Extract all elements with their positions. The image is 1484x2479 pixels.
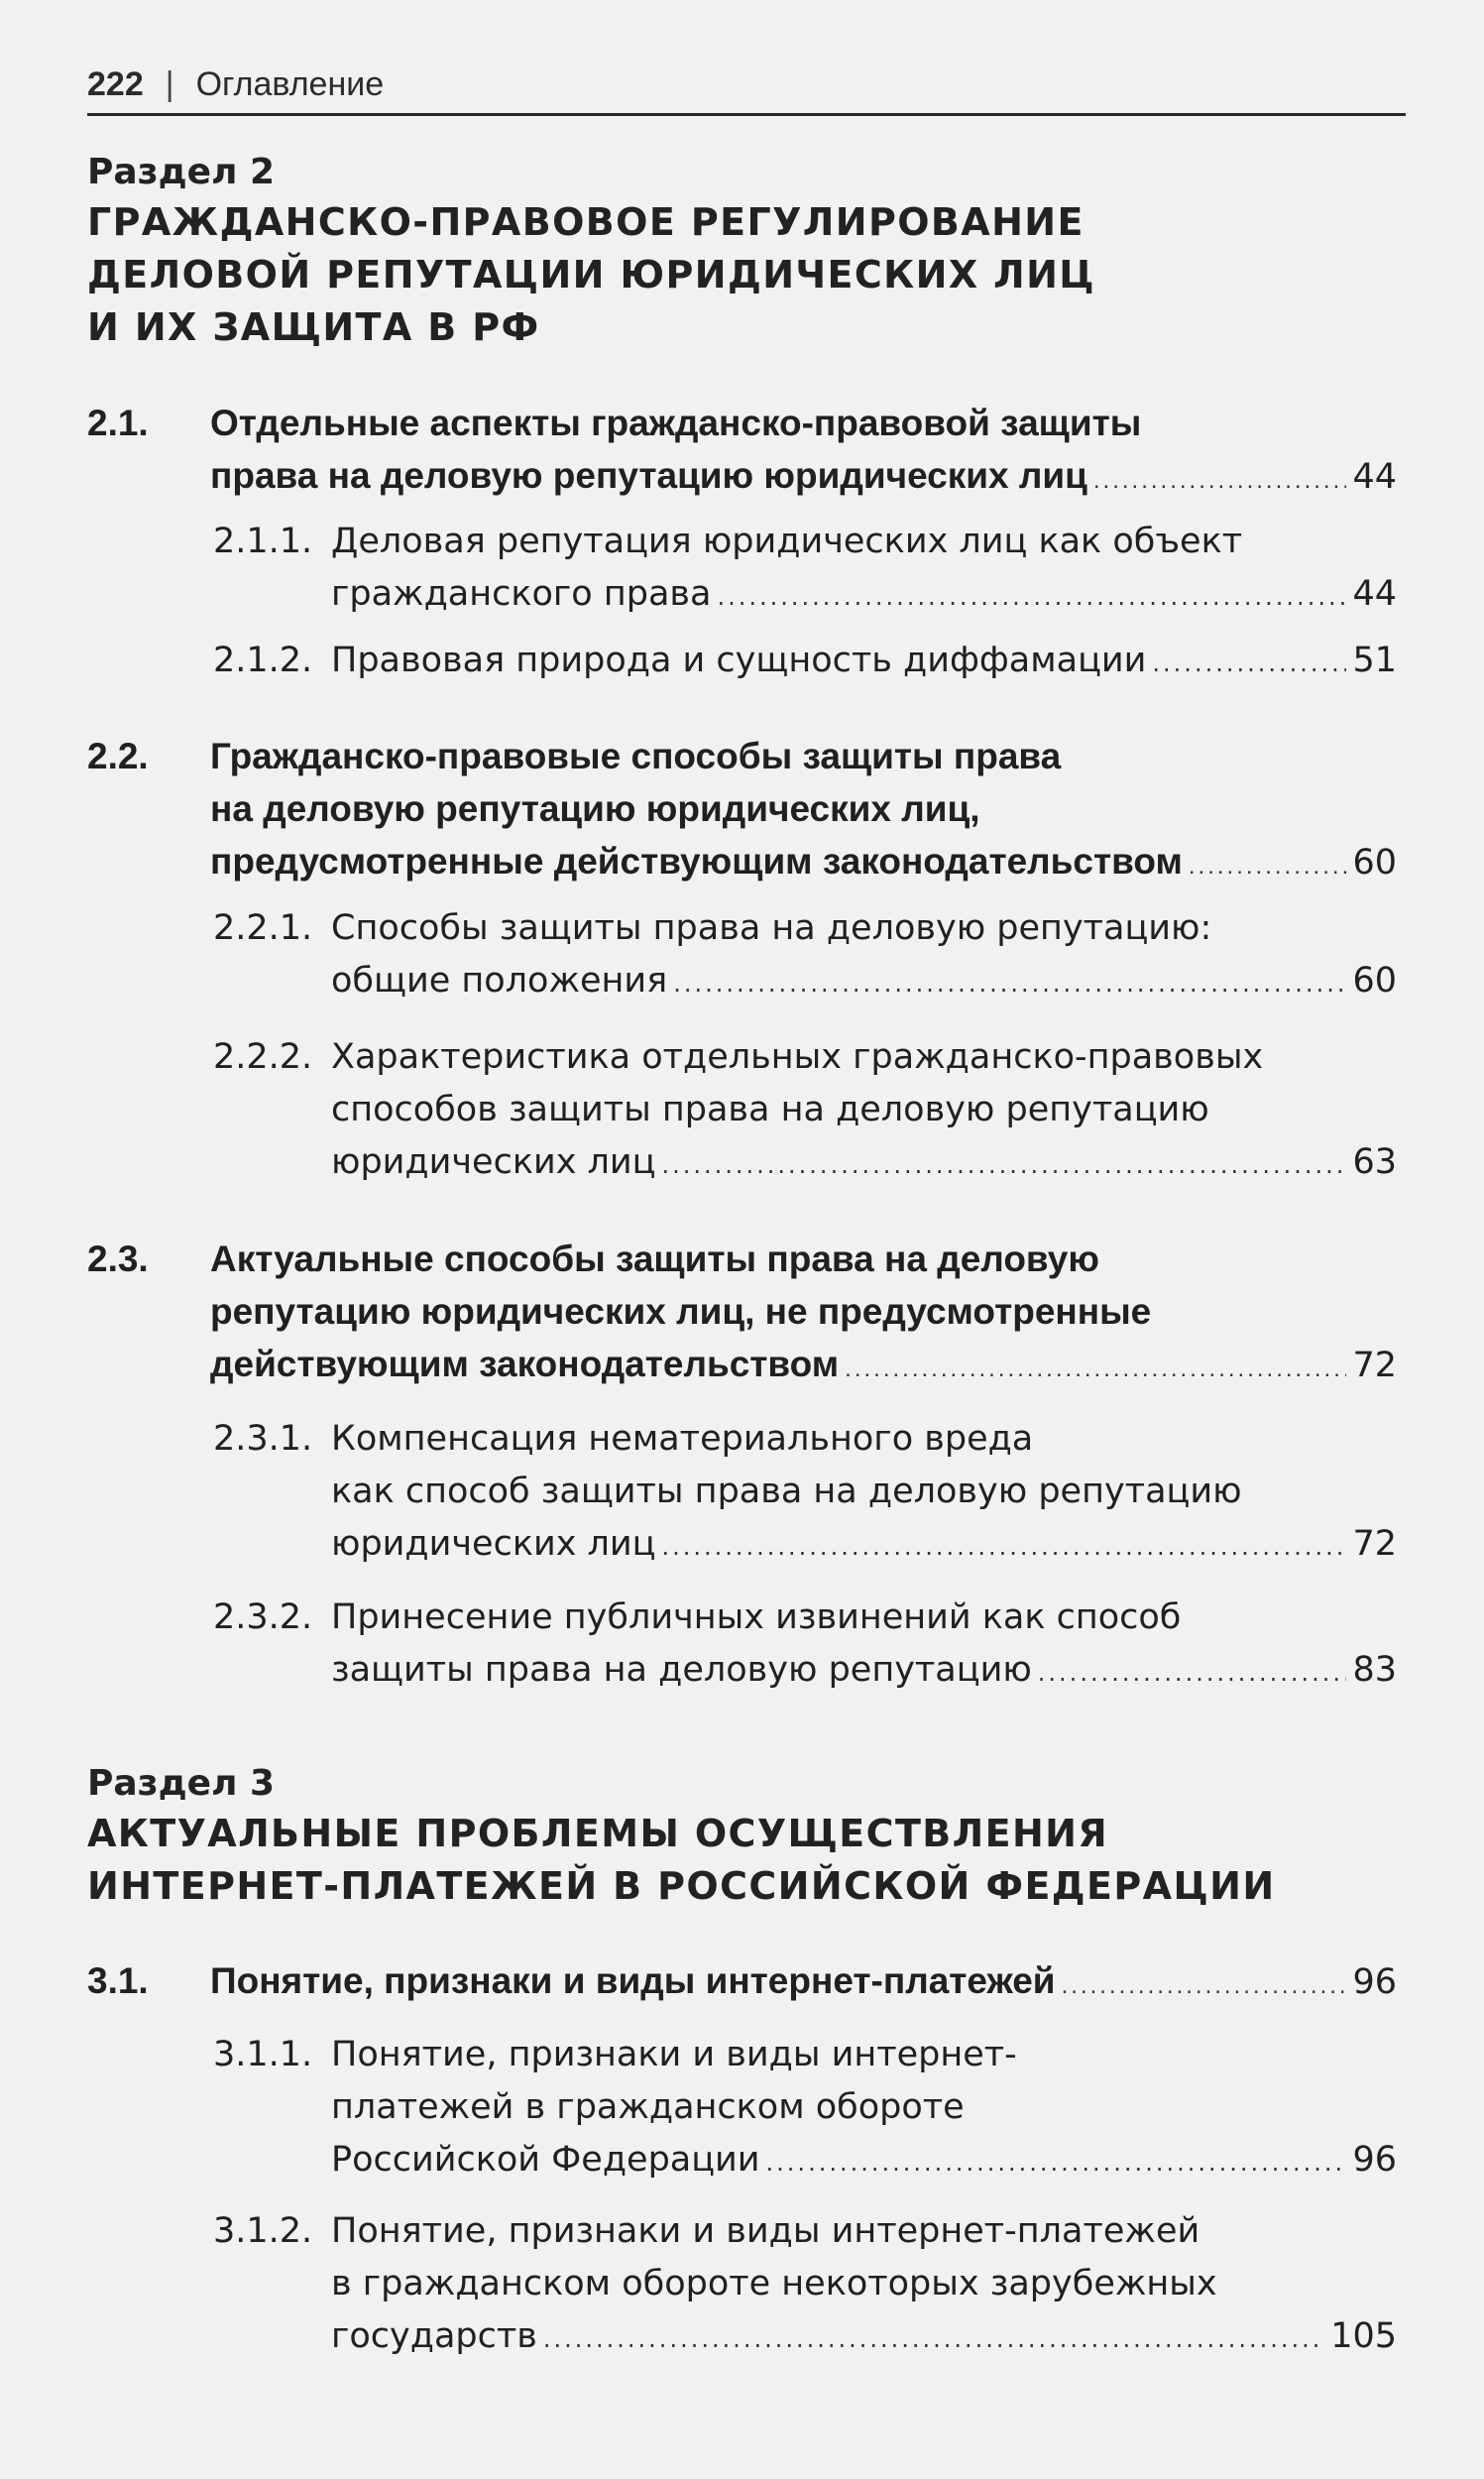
entry-page-number: 72 xyxy=(1352,1524,1397,1564)
entry-title-line: Характеристика отдельных гражданско-правовых xyxy=(331,1037,1264,1077)
dot-leader xyxy=(1189,840,1347,892)
dot-leader xyxy=(717,571,1346,624)
entry-number: 3.1.1. xyxy=(213,2035,313,2074)
entry-page-number: 72 xyxy=(1352,1346,1397,1385)
dot-leader xyxy=(662,1521,1347,1574)
entry-title-line: Принесение публичных извинений как способ xyxy=(331,1597,1182,1637)
entry-title-line: государств xyxy=(331,2316,537,2356)
entry-title-line: действующим законодательством xyxy=(210,1344,840,1384)
entry-page-number: 60 xyxy=(1352,961,1397,1001)
entry-page-number: 60 xyxy=(1352,843,1397,883)
entry-title-line: способов защиты права на деловую репутацию xyxy=(331,1090,1209,1129)
section-heading-3 xyxy=(87,1760,1396,1913)
dot-leader xyxy=(1152,638,1346,690)
entry-page-number: 44 xyxy=(1352,574,1397,614)
entry-title-line: на деловую репутацию юридических лиц, xyxy=(210,788,980,829)
section-title-line: ИНТЕРНЕТ-ПЛАТЕЖЕЙ В РОССИЙСКОЙ ФЕДЕРАЦИИ xyxy=(87,1864,1276,1908)
entry-title-line: Актуальные способы защиты права на деловую xyxy=(210,1239,1099,1279)
section-title-line: ГРАЖДАНСКО-ПРАВОВОЕ РЕГУЛИРОВАНИЕ xyxy=(87,200,1084,244)
entry-number: 3.1.2. xyxy=(213,2211,313,2251)
dot-leader xyxy=(1038,1647,1347,1700)
section-label: Раздел 3 xyxy=(87,1763,276,1804)
dot-leader xyxy=(766,2137,1347,2189)
entry-number: 2.2.2. xyxy=(213,1037,313,1077)
dot-leader xyxy=(662,1139,1347,1192)
entry-title-line: Понятие, признаки и виды интернет- xyxy=(331,2035,1017,2074)
entry-title-line: юридических лиц xyxy=(331,1142,656,1182)
entry-title-line: платежей в гражданском обороте xyxy=(331,2087,965,2127)
entry-title-line: права на деловую репутацию юридических лиц xyxy=(210,455,1087,496)
entry-page-number: 44 xyxy=(1352,457,1397,497)
entry-number: 2.1. xyxy=(87,403,149,443)
page-number: 222 xyxy=(87,64,144,103)
header-separator: | xyxy=(165,64,174,103)
entry-title-line: Правовая природа и сущность диффамации xyxy=(331,641,1147,680)
entry-number: 2.3.1. xyxy=(213,1419,313,1459)
entry-number: 2.3. xyxy=(87,1239,149,1279)
entry-page-number: 63 xyxy=(1352,1142,1397,1182)
entry-number: 2.3.2. xyxy=(213,1597,313,1637)
entry-number: 2.1.1. xyxy=(213,522,313,561)
section-title-line: ДЕЛОВОЙ РЕПУТАЦИИ ЮРИДИЧЕСКИХ ЛИЦ xyxy=(87,253,1095,296)
entry-title-line: юридических лиц xyxy=(331,1524,656,1564)
entry-title-line: общие положения xyxy=(331,961,668,1001)
entry-title-line: Деловая репутация юридических лиц как объект xyxy=(331,522,1243,561)
entry-page-number: 96 xyxy=(1352,2140,1397,2180)
section-title-line: И ИХ ЗАЩИТА В РФ xyxy=(87,305,540,349)
entry-title-line: предусмотренные действующим законодательством xyxy=(210,841,1183,882)
entry-title-line: защиты права на деловую репутацию xyxy=(331,1650,1032,1690)
entry-title-line: Отдельные аспекты гражданско-правовой защиты xyxy=(210,403,1142,443)
running-title: Оглавление xyxy=(195,64,385,103)
entry-page-number: 51 xyxy=(1352,641,1397,680)
dot-leader xyxy=(543,2313,1324,2366)
running-header xyxy=(87,56,1406,116)
dot-leader xyxy=(845,1343,1346,1395)
entry-number: 2.2.1. xyxy=(213,908,313,948)
section-label: Раздел 2 xyxy=(87,152,276,192)
dot-leader xyxy=(1062,1959,1347,2012)
entry-number: 2.2. xyxy=(87,736,149,776)
section-heading-2 xyxy=(87,149,1396,354)
entry-title-line: Понятие, признаки и виды интернет-платежей xyxy=(331,2211,1200,2251)
entry-title-line: Компенсация нематериального вреда xyxy=(331,1419,1034,1459)
entry-title-line: Гражданско-правовые способы защиты права xyxy=(210,736,1062,776)
entry-page-number: 105 xyxy=(1330,2316,1397,2356)
entry-title-line: гражданского права xyxy=(331,574,712,614)
entry-number: 2.1.2. xyxy=(213,641,313,680)
entry-number: 3.1. xyxy=(87,1960,149,2001)
entry-title-line: Способы защиты права на деловую репутацию: xyxy=(331,908,1212,948)
dot-leader xyxy=(1093,454,1347,507)
entry-title-line: Российской Федерации xyxy=(331,2140,760,2180)
dot-leader xyxy=(673,958,1346,1010)
entry-title-line: в гражданском обороте некоторых зарубежных xyxy=(331,2264,1217,2303)
entry-title-line: репутацию юридических лиц, не предусмотренные xyxy=(210,1291,1152,1332)
entry-page-number: 83 xyxy=(1352,1650,1397,1690)
entry-page-number: 96 xyxy=(1352,1962,1397,2002)
entry-title-line: как способ защиты права на деловую репутацию xyxy=(331,1472,1242,1511)
section-title-line: АКТУАЛЬНЫЕ ПРОБЛЕМЫ ОСУЩЕСТВЛЕНИЯ xyxy=(87,1812,1109,1855)
entry-title-line: Понятие, признаки и виды интернет-платежей xyxy=(210,1960,1056,2001)
